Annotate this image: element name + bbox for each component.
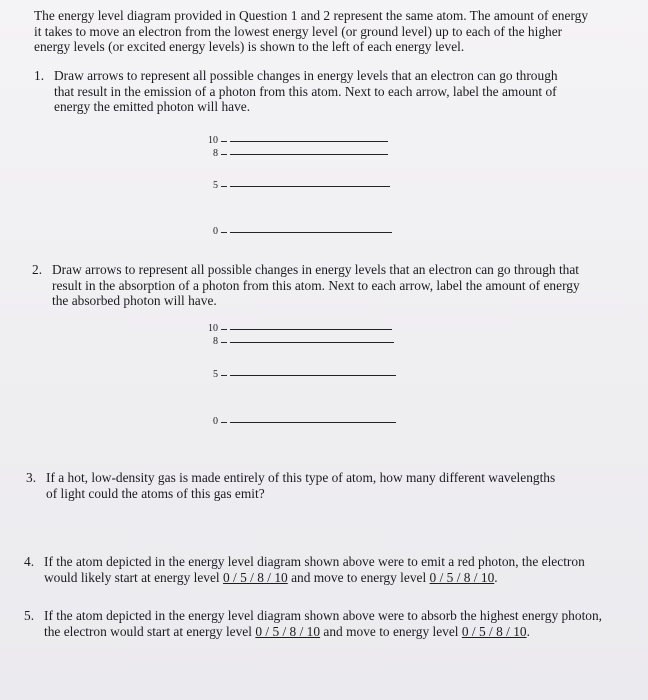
question-4-text-part: . <box>494 569 498 585</box>
start-level-choice[interactable]: 0 / 5 / 8 / 10 <box>255 623 321 639</box>
level-tick <box>221 186 227 187</box>
level-label-5: 5 <box>213 180 218 191</box>
question-5-text-part: and move to energy level <box>320 623 462 639</box>
question-4-text <box>44 554 614 585</box>
level-label-10: 10 <box>208 135 218 146</box>
question-5 <box>24 608 614 639</box>
energy-level-diagram-2 <box>196 322 401 432</box>
level-tick <box>221 422 227 423</box>
level-label-5: 5 <box>213 369 218 380</box>
question-3 <box>26 470 566 501</box>
level-tick <box>221 154 227 155</box>
level-tick <box>221 342 227 343</box>
question-1-text: Draw arrows to represent all possible changes in energy levels that an electron can go through that result in the emission of a photon from this atom. Next to each arrow, label the amount of energy the emitted photon will have. <box>54 68 558 114</box>
question-2 <box>32 262 580 309</box>
intro-paragraph: The energy level diagram provided in Question 1 and 2 represent the same atom. The amount of energy it takes to move an electron from the lowest energy level (or ground level) up to each of the higher energy levels (or excited energy levels) is shown to the left of each energy level. <box>34 8 589 54</box>
question-4 <box>24 554 614 585</box>
question-5-text-part: . <box>526 623 530 639</box>
question-5-text <box>44 608 614 639</box>
question-2-text: Draw arrows to represent all possible changes in energy levels that an electron can go through that result in the absorption of a photon from this atom. Next to each arrow, label the amount of energy the absorbed photon will have. <box>52 262 580 308</box>
question-4-text-part: If the atom depicted in the energy level diagram shown above were to emit a red photon, the electron would likely start at energy level <box>44 554 585 585</box>
end-level-choice[interactable]: 0 / 5 / 8 / 10 <box>461 623 527 639</box>
level-tick <box>221 375 227 376</box>
level-label-0: 0 <box>213 416 218 427</box>
energy-level-8-line <box>230 342 394 343</box>
level-label-0: 0 <box>213 226 218 237</box>
energy-level-10-line <box>230 141 388 142</box>
question-1-number: 1. <box>34 68 45 83</box>
question-3-number: 3. <box>26 470 37 485</box>
level-tick <box>221 329 227 330</box>
level-tick <box>221 141 227 142</box>
energy-level-8-line <box>230 154 388 155</box>
start-level-choice[interactable]: 0 / 5 / 8 / 10 <box>223 569 288 585</box>
level-label-10: 10 <box>208 323 218 334</box>
energy-level-diagram-1 <box>196 134 396 244</box>
question-4-number: 4. <box>24 554 35 569</box>
level-label-8: 8 <box>213 336 218 347</box>
energy-level-5-line <box>230 375 396 376</box>
level-tick <box>221 232 227 233</box>
energy-level-0-line <box>230 422 396 423</box>
question-5-text-part: If the atom depicted in the energy level diagram shown above were to absorb the highest energy photon, the electron would start at energy level <box>44 608 603 639</box>
energy-level-10-line <box>230 329 392 330</box>
question-4-text-part: and move to energy level <box>287 569 430 585</box>
level-label-8: 8 <box>213 148 218 159</box>
energy-level-5-line <box>230 186 390 187</box>
energy-level-0-line <box>230 232 392 233</box>
end-level-choice[interactable]: 0 / 5 / 8 / 10 <box>429 569 495 585</box>
question-1 <box>34 68 579 115</box>
question-2-number: 2. <box>32 262 43 277</box>
question-5-number: 5. <box>24 608 35 623</box>
question-3-text: If a hot, low-density gas is made entirely of this type of atom, how many different wavelengths of light could the atoms of this gas emit? <box>46 470 556 501</box>
